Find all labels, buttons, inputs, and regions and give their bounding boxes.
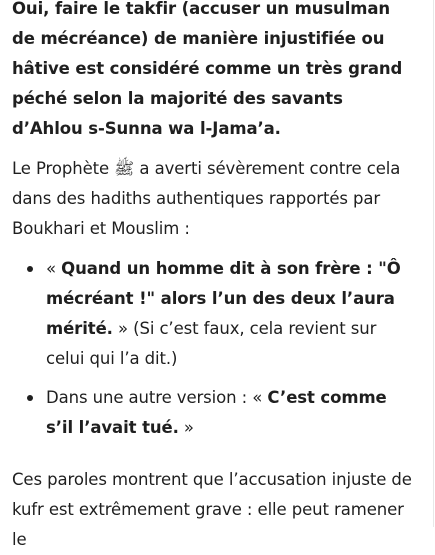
quote-open: Dans une autre version : « — [46, 388, 268, 407]
quote-open: « — [46, 259, 62, 278]
quote-rest: » (Si c’est faux, cela revient sur celui qui l’a dit.) — [46, 319, 377, 368]
intro-paragraph: Le Prophète ﷺ a averti sévèrement contre cela dans des hadiths authentiques rapportés par Boukhari et Mouslim : — [12, 159, 401, 238]
message-content — [12, 0, 417, 555]
quote-bold: C’est comme s’il l’avait tué. — [46, 388, 387, 437]
spacer — [12, 244, 417, 254]
spacer — [12, 443, 417, 465]
spacer — [12, 144, 417, 154]
list-item — [46, 254, 417, 374]
conclusion-paragraph: Ces paroles montrent que l’accusation injuste de kufr est extrêmement grave : elle peut ramener le — [12, 470, 412, 549]
list-item — [46, 383, 417, 443]
quote-rest: » — [178, 418, 194, 437]
quote-bold: Quand un homme dit à son frère : "Ô mécréant !" alors l’un des deux l’aura mérité. — [46, 259, 401, 338]
hadith-list — [12, 254, 417, 443]
lead-paragraph: Oui, faire le takfir (accuser un musulman de mécréance) de manière injustifiée ou hâtive est considéré comme un très grand péché selon la majorité des savants d’Ahlou s-Sunna wa l-Jama’a. — [12, 0, 403, 138]
